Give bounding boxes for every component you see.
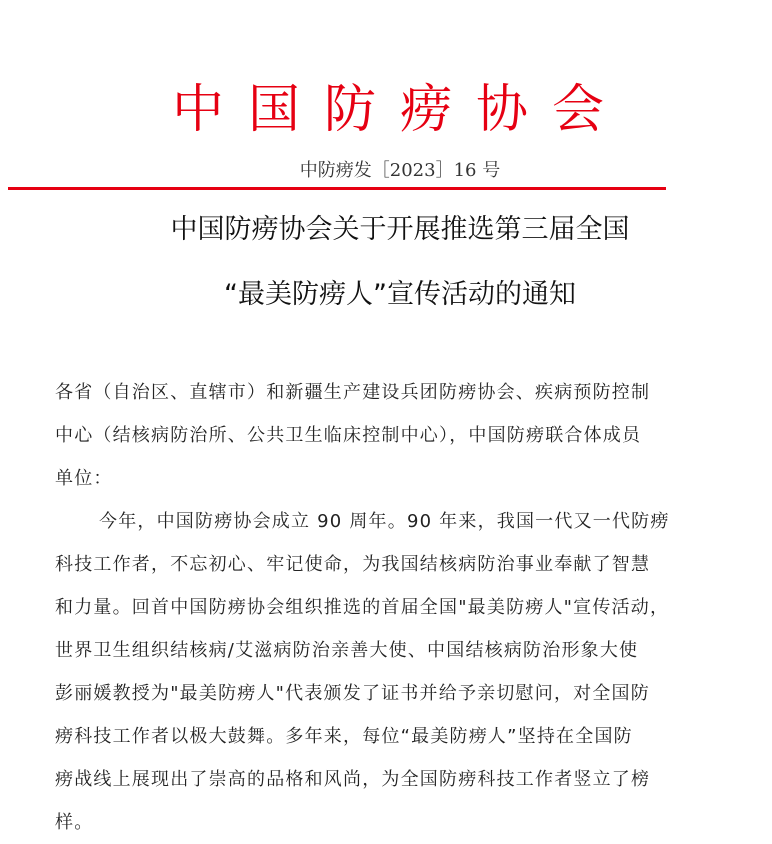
body-line: 彭丽媛教授为"最美防痨人"代表颁发了证书并给予亲切慰问，对全国防	[55, 683, 650, 704]
body-line: 和力量。回首中国防痨协会组织推选的首届全国"最美防痨人"宣传活动，	[55, 597, 670, 618]
body-line: 世界卫生组织结核病/艾滋病防治亲善大使、中国结核病防治形象大使	[55, 640, 639, 661]
body-line: 痨科技工作者以极大鼓舞。多年来，每位“最美防痨人”坚持在全国防	[55, 726, 633, 747]
document-number: 中防痨发［2023］16 号	[299, 160, 501, 181]
notice-title-line-2: “最美防痨人”宣传活动的通知	[224, 279, 576, 310]
body-line: 今年，中国防痨协会成立 90 周年。90 年来，我国一代又一代防痨	[99, 511, 670, 532]
body-line: 科技工作者，不忘初心、牢记使命，为我国结核病防治事业奉献了智慧	[55, 554, 651, 575]
body-line: 单位：	[55, 468, 113, 489]
organization-title: 中国防痨协会	[171, 80, 628, 140]
body-line: 痨战线上展现出了崇高的品格和风尚，为全国防痨科技工作者竖立了榜	[55, 769, 651, 790]
notice-body	[55, 371, 772, 844]
notice-title-line-1: 中国防痨协会关于开展推选第三届全国	[170, 214, 630, 245]
body-line: 中心（结核病防治所、公共卫生临床控制中心），中国防痨联合体成员	[55, 425, 642, 446]
red-divider-line	[8, 187, 666, 190]
body-line: 样。	[55, 812, 94, 833]
body-line: 各省（自治区、直辖市）和新疆生产建设兵团防痨协会、疾病预防控制	[55, 382, 651, 403]
